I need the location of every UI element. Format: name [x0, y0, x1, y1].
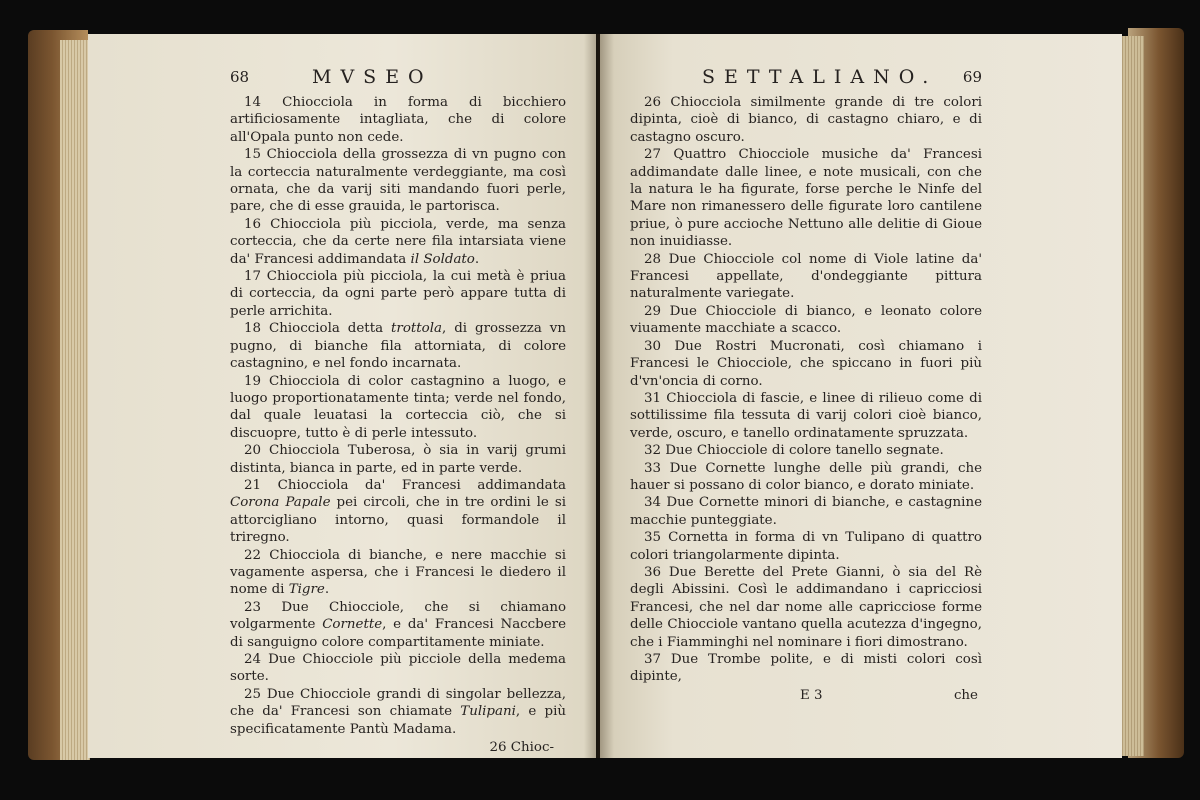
entry-text: Due Chiocciole più picciole della medema sorte.	[230, 652, 567, 685]
entry-text-after: pei circoli, che in tre ordini le si attorcigliano intorno, quasi formandole il triregno.	[230, 495, 566, 546]
entry-number: 16	[244, 216, 271, 232]
entry-number: 20	[244, 443, 269, 459]
entry-text: Cornetta in forma di vn Tulipano di quattro colori triangolarmente dipinta.	[630, 530, 982, 563]
entry-number: 27	[644, 147, 674, 163]
entry-number: 34	[644, 495, 667, 511]
right-entry-26	[630, 94, 982, 146]
entry-text: Chiocciola detta	[269, 321, 392, 337]
entry-italic-name: trottola	[391, 321, 442, 337]
entry-text: Chiocciola di fascie, e linee di rilieuo come di sottilissime fila tessuta di varij colori cioè bianco, verde, oscuro, e tanello ordinatamente spruzzata.	[630, 390, 982, 441]
left-entry-21	[230, 477, 566, 547]
entry-text: Due Chiocciole di colore tanello segnate.	[665, 443, 944, 459]
entry-number: 35	[644, 530, 669, 546]
right-entry-31	[630, 390, 982, 442]
entry-number: 31	[644, 390, 667, 406]
entry-text: Chiocciola più picciola, la cui metà è priua di corteccia, da ogni parte però appare tutta di perle arrichita.	[230, 269, 567, 319]
entry-number: 24	[244, 652, 269, 667]
right-entry-32	[630, 442, 982, 459]
left-page-footer	[230, 740, 566, 758]
book-gutter	[584, 34, 614, 758]
entry-text: Due Trombe polite, e di misti colori così dipinte,	[630, 652, 983, 685]
right-entry-33	[630, 460, 982, 495]
right-page-number: 69	[962, 68, 982, 86]
entry-text: Chiocciola Tuberosa, ò sia in varij grumi distinta, bianca in parte, ed in parte verde.	[230, 443, 567, 476]
right-page-header	[630, 68, 982, 94]
entry-text: Chiocciola da' Francesi addimandata	[277, 477, 567, 493]
entry-number: 32	[644, 443, 666, 459]
entry-text: Chiocciola in forma di bicchiero artificiosamente intagliata, che di colore all'Opala punto non cede.	[230, 95, 567, 145]
entry-text: Due Chiocciole, che si chiamano volgarmente	[230, 599, 567, 633]
right-entry-30	[630, 338, 982, 390]
right-entry-29	[630, 303, 982, 338]
entry-italic-name: Cornette	[322, 617, 383, 633]
entry-text-after: , e da' Francesi Naccbere di sanguigno colore compartitamente miniate.	[230, 617, 566, 650]
entry-number: 30	[644, 338, 675, 354]
left-page-edges	[60, 40, 90, 760]
entry-text: Quattro Chiocciole musiche da' Francesi addimandate dalle linee, e note musicali, con che la natura le ha figurate, forse perche le Ninfe del Mare non rimanessero delle figurate loro cantilene priue, ò pure accioche Nettuno alle delitie di Gioue non inuidiasse.	[630, 147, 982, 250]
entry-text: Chiocciola più picciola, verde, ma senza corteccia, che da certe nere fila intarsiata viene da' Francesi addimandata	[230, 216, 567, 267]
entry-text-after: , di grossezza vn pugno, di bianche fila attorniata, di colore castagnino, e nel fondo incarnata.	[230, 321, 566, 372]
entry-number: 17	[244, 269, 267, 285]
left-entry-19	[230, 373, 566, 443]
left-page-number: 68	[230, 68, 250, 86]
entry-number: 26	[644, 95, 671, 110]
right-page-body	[630, 94, 982, 686]
right-signature-mark: E 3	[800, 687, 823, 703]
left-page	[88, 34, 596, 758]
entry-number: 22	[244, 547, 270, 563]
right-page	[600, 34, 1122, 758]
right-entry-37	[630, 651, 982, 686]
entry-text: Due Rostri Mucronati, così chiamano i Francesi le Chiocciole, che spiccano in fuori più d'vn'oncia di corno.	[630, 338, 982, 389]
entry-number: 33	[644, 460, 670, 476]
right-running-head: SETTALIANO.	[702, 66, 938, 88]
entry-text: Due Chiocciole grandi di singolar bellezza, che da' Francesi son chiamate	[230, 686, 566, 720]
left-entry-22	[230, 547, 566, 599]
entry-text: Chiocciola similmente grande di tre colori dipinta, cioè di bianco, di castagno chiaro, e di castagno oscuro.	[630, 95, 983, 145]
entry-text: Chiocciola della grossezza di vn pugno con la corteccia naturalmente verdeggiante, ma così ornata, che da varij siti mandando fuori perle, pare, che di esse grauida, le partorisca.	[230, 147, 567, 215]
entry-number: 37	[644, 652, 671, 667]
entry-text: Due Berette del Prete Gianni, ò sia del Rè degli Abissini. Così le addimandano i capricciosi Francesi, che nel dar nome alle capricciose forme delle Chiocciole vantano quella acutezza d'ingegno, che i Fiamminghi nel nominare i fiori dimostrano.	[630, 564, 982, 650]
left-entry-25	[230, 686, 566, 738]
entry-number: 28	[644, 251, 669, 267]
entry-text-after: , e più specificatamente Pantù Madama.	[230, 704, 566, 737]
entry-number: 14	[244, 95, 283, 110]
left-entry-18	[230, 320, 566, 372]
entry-text: Due Chiocciole col nome di Viole latine da' Francesi appellate, d'ondeggiante pittura naturalmente variegate.	[630, 251, 983, 302]
left-page-header	[230, 68, 566, 94]
entry-number: 18	[244, 321, 270, 337]
entry-text-after: .	[474, 251, 480, 267]
left-entry-14	[230, 94, 566, 146]
entry-text: Due Cornette lunghe delle più grandi, che hauer si possano di color bianco, e dorato miniate.	[630, 460, 982, 493]
right-page-edges	[1120, 36, 1144, 756]
entry-number: 25	[244, 686, 267, 702]
left-entry-23	[230, 599, 566, 651]
right-entry-27	[630, 146, 982, 250]
right-catchword: che	[953, 687, 978, 703]
right-entry-36	[630, 564, 982, 651]
entry-italic-name: il Soldato	[410, 251, 475, 267]
entry-number: 15	[244, 147, 267, 163]
entry-text-after: .	[324, 582, 330, 598]
entry-text: Due Cornette minori di bianche, e castagnine macchie punteggiate.	[630, 495, 982, 528]
left-entry-20	[230, 442, 566, 477]
entry-text: Chiocciola di bianche, e nere macchie si vagamente aspersa, che i Francesi le diedero il nome di	[230, 547, 567, 598]
right-entry-35	[630, 529, 982, 564]
left-entry-15	[230, 146, 566, 216]
entry-text: Chiocciola di color castagnino a luogo, e luogo proportionatamente tinta; verde nel fondo, dal quale leuatasi la corteccia ciò, che si discuopre, tutto è di perle intessuto.	[230, 373, 566, 441]
entry-text: Due Chiocciole di bianco, e leonato colore viuamente macchiate a scacco.	[630, 303, 982, 337]
left-entry-17	[230, 268, 566, 320]
right-entry-28	[630, 251, 982, 303]
left-running-head: MVSEO	[312, 66, 433, 88]
right-page-footer	[630, 688, 982, 706]
entry-italic-name: Tulipani	[460, 704, 516, 720]
left-entry-24	[230, 651, 566, 686]
entry-italic-name: Corona Papale	[230, 495, 331, 511]
entry-number: 19	[244, 373, 269, 389]
entry-number: 36	[644, 564, 669, 580]
right-entry-34	[630, 494, 982, 529]
entry-italic-name: Tigre	[288, 582, 325, 598]
left-entry-16	[230, 216, 566, 268]
left-page-body	[230, 94, 566, 738]
entry-number: 21	[244, 477, 278, 493]
entry-number: 23	[244, 599, 282, 615]
left-catchword: 26 Chioc-	[489, 740, 554, 756]
entry-number: 29	[644, 303, 670, 319]
